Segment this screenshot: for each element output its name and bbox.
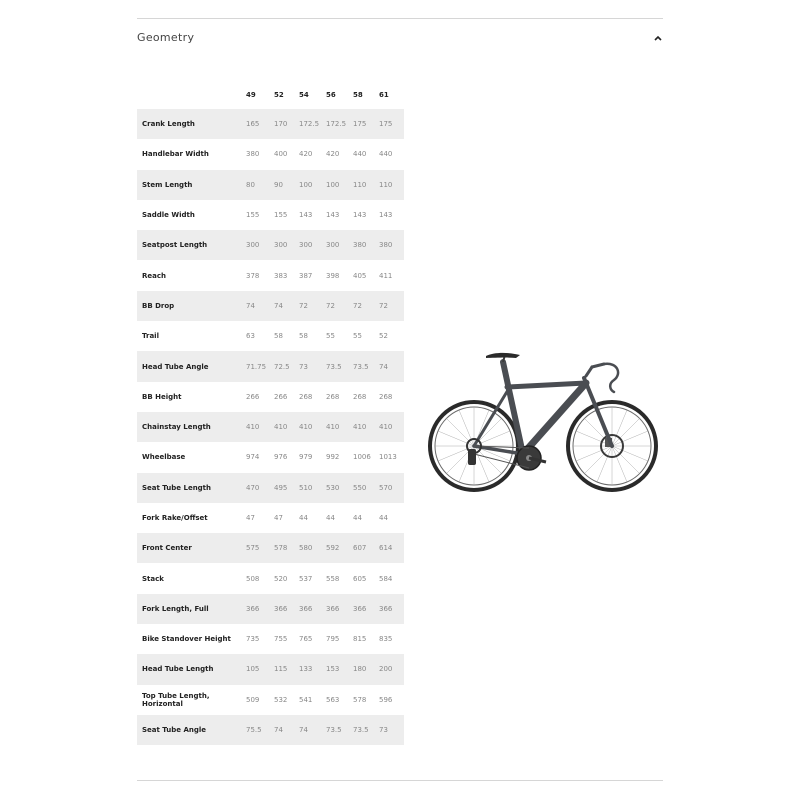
table-row <box>137 291 404 321</box>
table-cell: 398 <box>326 260 353 290</box>
table-cell: 266 <box>246 382 274 412</box>
table-cell: 110 <box>353 170 379 200</box>
table-cell: 74 <box>246 291 274 321</box>
table-cell: 63 <box>246 321 274 351</box>
table-cell: 58 <box>299 321 326 351</box>
table-row <box>137 624 404 654</box>
table-cell: 74 <box>274 715 299 745</box>
table-cell: 266 <box>274 382 299 412</box>
table-row <box>137 321 404 351</box>
table-cell: 541 <box>299 685 326 715</box>
table-row <box>137 685 404 715</box>
table-cell: 765 <box>299 624 326 654</box>
table-cell: 607 <box>353 533 379 563</box>
row-label: Trail <box>137 321 246 351</box>
table-cell: 366 <box>299 594 326 624</box>
table-cell: 387 <box>299 260 326 290</box>
table-cell: 110 <box>379 170 404 200</box>
row-label: Chainstay Length <box>137 412 246 442</box>
table-cell: 532 <box>274 685 299 715</box>
row-label: Head Tube Length <box>137 654 246 684</box>
table-cell: 143 <box>353 200 379 230</box>
table-cell: 366 <box>326 594 353 624</box>
row-label: Stem Length <box>137 170 246 200</box>
table-cell: 440 <box>379 139 404 169</box>
table-cell: 44 <box>379 503 404 533</box>
row-label: Bike Standover Height <box>137 624 246 654</box>
row-label: Head Tube Angle <box>137 351 246 381</box>
table-cell: 614 <box>379 533 404 563</box>
row-label: Fork Rake/Offset <box>137 503 246 533</box>
size-header: 49 <box>246 90 256 99</box>
row-label: Crank Length <box>137 109 246 139</box>
table-cell: 72 <box>299 291 326 321</box>
table-cell: 133 <box>299 654 326 684</box>
table-cell: 180 <box>353 654 379 684</box>
table-cell: 592 <box>326 533 353 563</box>
table-cell: 992 <box>326 442 353 472</box>
table-cell: 58 <box>274 321 299 351</box>
table-cell: 410 <box>274 412 299 442</box>
table-cell: 570 <box>379 473 404 503</box>
table-cell: 47 <box>246 503 274 533</box>
size-header: 52 <box>274 90 284 99</box>
table-cell: 410 <box>353 412 379 442</box>
table-cell: 80 <box>246 170 274 200</box>
table-row <box>137 170 404 200</box>
chevron-up-icon[interactable] <box>653 34 663 42</box>
table-cell: 550 <box>353 473 379 503</box>
row-label: Wheelbase <box>137 442 246 472</box>
table-cell: 383 <box>274 260 299 290</box>
bike-image <box>428 350 662 496</box>
table-cell: 143 <box>379 200 404 230</box>
table-cell: 73.5 <box>353 351 379 381</box>
table-row <box>137 351 404 381</box>
table-cell: 410 <box>326 412 353 442</box>
table-cell: 378 <box>246 260 274 290</box>
table-cell: 71.75 <box>246 351 274 381</box>
table-cell: 100 <box>299 170 326 200</box>
table-cell: 155 <box>246 200 274 230</box>
table-cell: 596 <box>379 685 404 715</box>
table-cell: 530 <box>326 473 353 503</box>
size-header: 58 <box>353 90 363 99</box>
section-title: Geometry <box>137 31 195 44</box>
table-cell: 47 <box>274 503 299 533</box>
table-cell: 558 <box>326 563 353 593</box>
table-cell: 495 <box>274 473 299 503</box>
table-cell: 73.5 <box>326 715 353 745</box>
row-label: Saddle Width <box>137 200 246 230</box>
table-cell: 795 <box>326 624 353 654</box>
table-cell: 510 <box>299 473 326 503</box>
table-cell: 200 <box>379 654 404 684</box>
table-cell: 268 <box>299 382 326 412</box>
table-cell: 735 <box>246 624 274 654</box>
table-cell: 755 <box>274 624 299 654</box>
table-cell: 420 <box>326 139 353 169</box>
table-cell: 74 <box>274 291 299 321</box>
table-cell: 584 <box>379 563 404 593</box>
table-row <box>137 715 404 745</box>
table-row <box>137 109 404 139</box>
table-cell: 815 <box>353 624 379 654</box>
geometry-table <box>137 80 404 745</box>
table-cell: 605 <box>353 563 379 593</box>
table-cell: 509 <box>246 685 274 715</box>
table-cell: 400 <box>274 139 299 169</box>
table-cell: 578 <box>353 685 379 715</box>
table-cell: 580 <box>299 533 326 563</box>
table-cell: 73 <box>379 715 404 745</box>
row-label: Fork Length, Full <box>137 594 246 624</box>
size-header: 56 <box>326 90 336 99</box>
table-cell: 979 <box>299 442 326 472</box>
table-row <box>137 594 404 624</box>
table-cell: 44 <box>326 503 353 533</box>
table-cell: 268 <box>326 382 353 412</box>
table-cell: 420 <box>299 139 326 169</box>
table-cell: 366 <box>274 594 299 624</box>
table-cell: 155 <box>274 200 299 230</box>
table-cell: 366 <box>379 594 404 624</box>
table-cell: 44 <box>353 503 379 533</box>
table-row <box>137 533 404 563</box>
table-row <box>137 260 404 290</box>
saddle <box>486 353 520 362</box>
table-cell: 440 <box>353 139 379 169</box>
table-cell: 74 <box>379 351 404 381</box>
table-row <box>137 139 404 169</box>
table-cell: 366 <box>353 594 379 624</box>
table-cell: 75.5 <box>246 715 274 745</box>
table-cell: 300 <box>299 230 326 260</box>
table-cell: 72 <box>353 291 379 321</box>
table-cell: 835 <box>379 624 404 654</box>
table-row <box>137 200 404 230</box>
table-cell: 1006 <box>353 442 379 472</box>
table-cell: 72.5 <box>274 351 299 381</box>
row-label: BB Drop <box>137 291 246 321</box>
row-label: Top Tube Length, Horizontal <box>137 685 246 715</box>
bike-frame <box>474 362 618 454</box>
table-cell: 268 <box>353 382 379 412</box>
bottom-divider <box>137 780 663 781</box>
table-row <box>137 563 404 593</box>
row-label: BB Height <box>137 382 246 412</box>
table-row <box>137 654 404 684</box>
table-cell: 410 <box>246 412 274 442</box>
table-cell: 100 <box>326 170 353 200</box>
table-row <box>137 473 404 503</box>
table-cell: 72 <box>379 291 404 321</box>
table-row <box>137 230 404 260</box>
table-cell: 380 <box>246 139 274 169</box>
table-cell: 563 <box>326 685 353 715</box>
table-cell: 578 <box>274 533 299 563</box>
table-cell: 380 <box>353 230 379 260</box>
table-cell: 90 <box>274 170 299 200</box>
size-header-row <box>137 80 404 109</box>
table-cell: 575 <box>246 533 274 563</box>
table-cell: 143 <box>326 200 353 230</box>
table-cell: 405 <box>353 260 379 290</box>
table-row <box>137 503 404 533</box>
size-header: 54 <box>299 90 309 99</box>
row-label: Front Center <box>137 533 246 563</box>
table-cell: 300 <box>326 230 353 260</box>
table-cell: 366 <box>246 594 274 624</box>
table-cell: 105 <box>246 654 274 684</box>
row-label: Seat Tube Angle <box>137 715 246 745</box>
table-cell: 55 <box>353 321 379 351</box>
row-label: Seat Tube Length <box>137 473 246 503</box>
table-cell: 74 <box>299 715 326 745</box>
table-cell: 115 <box>274 654 299 684</box>
geometry-accordion-header[interactable] <box>137 18 663 60</box>
row-label: Reach <box>137 260 246 290</box>
table-cell: 520 <box>274 563 299 593</box>
table-cell: 72 <box>326 291 353 321</box>
table-row <box>137 412 404 442</box>
table-cell: 172.5 <box>299 109 326 139</box>
table-cell: 470 <box>246 473 274 503</box>
table-cell: 537 <box>299 563 326 593</box>
table-cell: 976 <box>274 442 299 472</box>
table-cell: 1013 <box>379 442 404 472</box>
table-cell: 508 <box>246 563 274 593</box>
table-cell: 44 <box>299 503 326 533</box>
table-cell: 175 <box>353 109 379 139</box>
row-label: Seatpost Length <box>137 230 246 260</box>
table-cell: 380 <box>379 230 404 260</box>
table-cell: 410 <box>299 412 326 442</box>
size-header: 61 <box>379 90 389 99</box>
table-cell: 411 <box>379 260 404 290</box>
table-cell: 268 <box>379 382 404 412</box>
table-cell: 73 <box>299 351 326 381</box>
header-spacer <box>137 80 246 109</box>
table-cell: 172.5 <box>326 109 353 139</box>
table-cell: 300 <box>246 230 274 260</box>
table-cell: 974 <box>246 442 274 472</box>
row-label: Handlebar Width <box>137 139 246 169</box>
table-cell: 73.5 <box>326 351 353 381</box>
table-cell: 165 <box>246 109 274 139</box>
table-cell: 153 <box>326 654 353 684</box>
table-row <box>137 442 404 472</box>
table-cell: 175 <box>379 109 404 139</box>
table-cell: 143 <box>299 200 326 230</box>
row-label: Stack <box>137 563 246 593</box>
table-cell: 73.5 <box>353 715 379 745</box>
table-cell: 170 <box>274 109 299 139</box>
table-cell: 300 <box>274 230 299 260</box>
table-row <box>137 382 404 412</box>
table-cell: 55 <box>326 321 353 351</box>
table-cell: 410 <box>379 412 404 442</box>
table-cell: 52 <box>379 321 404 351</box>
